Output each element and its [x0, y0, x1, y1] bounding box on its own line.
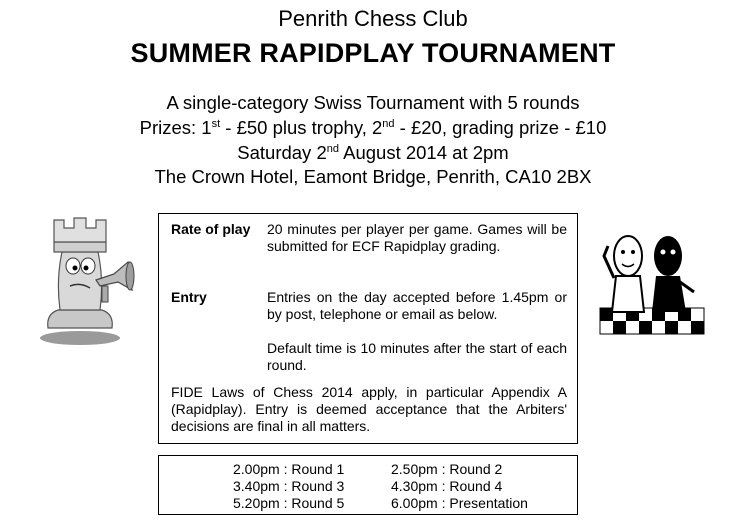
schedule-item: 3.40pm : Round 3 — [233, 478, 345, 494]
rate-of-play-label: Rate of play — [171, 221, 251, 237]
tournament-title: SUMMER RAPIDPLAY TOURNAMENT — [130, 38, 616, 68]
default-time-text: Default time is 10 minutes after the start of each round. — [267, 340, 567, 373]
prizes-text-b: - £50 plus trophy, 2 — [220, 117, 383, 138]
entry-label: Entry — [171, 289, 207, 305]
schedule-item: 2.00pm : Round 1 — [233, 461, 345, 477]
fide-laws-text: FIDE Laws of Chess 2014 apply, in particular Appendix A (Rapidplay). Entry is deemed acceptance that the Arbiters' decisions are final in all matters. — [171, 384, 567, 434]
schedule-item: 6.00pm : Presentation — [391, 495, 528, 511]
rules-box — [158, 213, 578, 444]
prizes-text-a: Prizes: 1 — [139, 117, 212, 138]
prizes-text-c: - £20, grading prize - £10 — [394, 117, 607, 138]
chess-kings-waving-icon — [596, 226, 708, 338]
rook-megaphone-icon — [28, 210, 140, 346]
schedule-item: 2.50pm : Round 2 — [391, 461, 503, 477]
prizes-line — [0, 117, 746, 139]
club-name: Penrith Chess Club — [278, 6, 468, 31]
date-text-b: August 2014 at 2pm — [339, 142, 509, 163]
schedule-item: 4.30pm : Round 4 — [391, 478, 503, 494]
schedule-item: 5.20pm : Round 5 — [233, 495, 345, 511]
rate-of-play-text: 20 minutes per player per game. Games will be submitted for ECF Rapidplay grading. — [267, 221, 567, 254]
schedule-box — [158, 455, 578, 515]
format-line: A single-category Swiss Tournament with 5 rounds — [166, 92, 580, 113]
date-line — [0, 142, 746, 164]
entry-text: Entries on the day accepted before 1.45pm or by post, telephone or email as below. — [267, 289, 567, 322]
prizes-sup-1: st — [211, 117, 221, 130]
date-sup: nd — [326, 142, 339, 155]
venue-line: The Crown Hotel, Eamont Bridge, Penrith, CA10 2BX — [154, 166, 592, 187]
prizes-sup-2: nd — [382, 117, 395, 130]
date-text-a: Saturday 2 — [237, 142, 327, 163]
